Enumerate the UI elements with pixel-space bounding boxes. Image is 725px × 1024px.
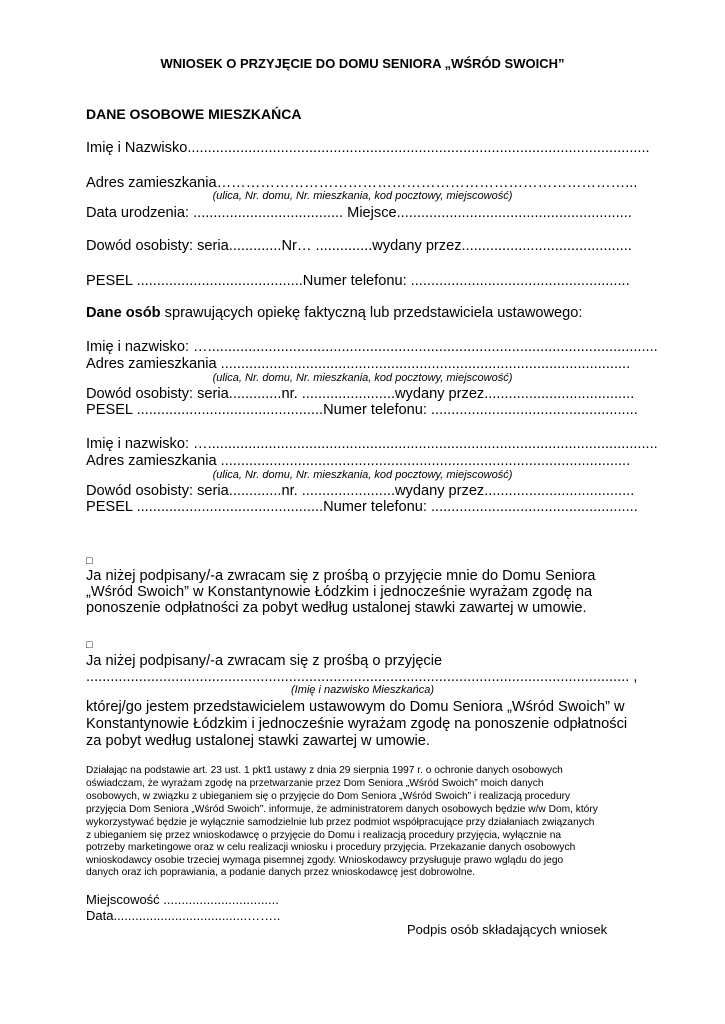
option2-name-field[interactable]: ...................................................................................................................................... , — [86, 669, 638, 685]
guardian2-address-field[interactable]: Adres zamieszkania ..................................................................................................... — [86, 453, 631, 469]
resident-id-field[interactable]: Dowód osobisty: seria.............Nr… ..............wydany przez.......................................... — [86, 238, 632, 254]
option1-checkbox[interactable]: □ — [86, 555, 93, 567]
guardians-intro — [86, 304, 582, 322]
legal-line: osobowych, w związku z ubieganiem się o przyjęcie do Dom Seniora „Wśród Swoich” i realizacją procedury — [86, 791, 571, 802]
page-title: WNIOSEK O PRZYJĘCIE DO DOMU SENIORA „WŚRÓD SWOICH” — [160, 56, 565, 71]
guardian1-name-field[interactable]: Imię i nazwisko: …............................................................................................................... — [86, 339, 658, 355]
legal-line: wykorzystywać będzie je wyłącznie samodzielnie lub przez podmiot współpracujące przy działaniach związanych — [86, 817, 595, 828]
legal-line: przyjęcia Dom Seniora „Wśród Swoich”. informuje, że administratorem danych osobowych będzie w/w Dom, który — [86, 804, 598, 815]
resident-name-field[interactable]: Imię i Nazwisko.................................................................................................................. — [86, 140, 650, 156]
place-field[interactable]: Miejscowość ................................ — [86, 892, 279, 907]
guardian1-pesel-field[interactable]: PESEL ..............................................Numer telefonu: ................................................... — [86, 402, 638, 418]
guardian1-address-field[interactable]: Adres zamieszkania ..................................................................................................... — [86, 356, 631, 372]
guardian1-id-field[interactable]: Dowód osobisty: seria.............nr. .......................wydany przez..................................... — [86, 386, 635, 402]
option2-line3: Konstantynowie Łódzkim i jednocześnie wyrażam zgodę na ponoszenie odpłatności — [86, 716, 628, 732]
guardian2-name-field[interactable]: Imię i nazwisko: …............................................................................................................... — [86, 436, 658, 452]
guardians-intro-bold: Dane osób — [86, 305, 161, 321]
resident-pesel-field[interactable]: PESEL .........................................Numer telefonu: ...................................................... — [86, 273, 630, 289]
legal-line: z ubieganiem się przez wnioskodawcę o przyjęcie do Domu i realizacją procedury przyjęcia, wyłącznie na — [86, 830, 562, 841]
guardian2-id-field[interactable]: Dowód osobisty: seria.............nr. .......................wydany przez..................................... — [86, 483, 635, 499]
option2-line4: za pobyt według ustalonej stawki zawartej w umowie. — [86, 733, 430, 749]
option2-checkbox[interactable]: □ — [86, 639, 93, 651]
guardian2-address-hint: (ulica, Nr. domu, Nr. mieszkania, kod pocztowy, miejscowość) — [212, 469, 513, 481]
resident-address-hint: (ulica, Nr. domu, Nr. mieszkania, kod pocztowy, miejscowość) — [212, 190, 513, 202]
legal-line: wnioskodawcy osobie trzeciej wymaga pisemnej zgody. Wnioskodawcy przysługuje prawo wglądu do jego — [86, 855, 564, 866]
option1-line2: „Wśród Swoich” w Konstantynowie Łódzkim i jednocześnie wyrażam zgodę na — [86, 584, 593, 600]
section-heading-resident: DANE OSOBOWE MIESZKAŃCA — [86, 106, 302, 122]
option2-line1: Ja niżej podpisany/-a zwracam się z prośbą o przyjęcie — [86, 653, 443, 669]
date-field[interactable]: Data.....................................…….. — [86, 908, 281, 923]
guardian2-pesel-field[interactable]: PESEL ..............................................Numer telefonu: ................................................... — [86, 499, 638, 515]
legal-line: danych oraz ich poprawiania, a podanie danych przez wnioskodawcę jest dobrowolne. — [86, 867, 476, 878]
option2-line2: której/go jestem przedstawicielem ustawowym do Domu Seniora „Wśród Swoich” w — [86, 699, 625, 715]
guardians-intro-rest: sprawujących opiekę faktyczną lub przedstawiciela ustawowego: — [160, 305, 583, 321]
option2-name-hint: (Imię i nazwisko Mieszkańca) — [290, 684, 435, 696]
guardian1-address-hint: (ulica, Nr. domu, Nr. mieszkania, kod pocztowy, miejscowość) — [212, 372, 513, 384]
resident-birth-field[interactable]: Data urodzenia: ..................................... Miejsce.......................................................... — [86, 205, 632, 221]
option1-line1: Ja niżej podpisany/-a zwracam się z prośbą o przyjęcie mnie do Domu Seniora — [86, 568, 596, 584]
legal-line: oświadczam, że wyrażam zgodę na przetwarzanie przez Dom Seniora „Wśród Swoich” moich danych — [86, 778, 544, 789]
signature-label: Podpis osób składających wniosek — [407, 922, 608, 937]
legal-line: potrzeby marketingowe oraz w celu realizacji wniosku i procedury przyjęcia. Przekazanie danych osobowych — [86, 842, 576, 853]
resident-address-field[interactable]: Adres zamieszkania…………………………………………………………………………... — [86, 175, 638, 191]
legal-line: Działając na podstawie art. 23 ust. 1 pkt1 ustawy z dnia 29 sierpnia 1997 r. o ochronie danych osobowych — [86, 765, 563, 776]
option1-line3: ponoszenie odpłatności za pobyt według ustalonej stawki zawartej w umowie. — [86, 600, 587, 616]
